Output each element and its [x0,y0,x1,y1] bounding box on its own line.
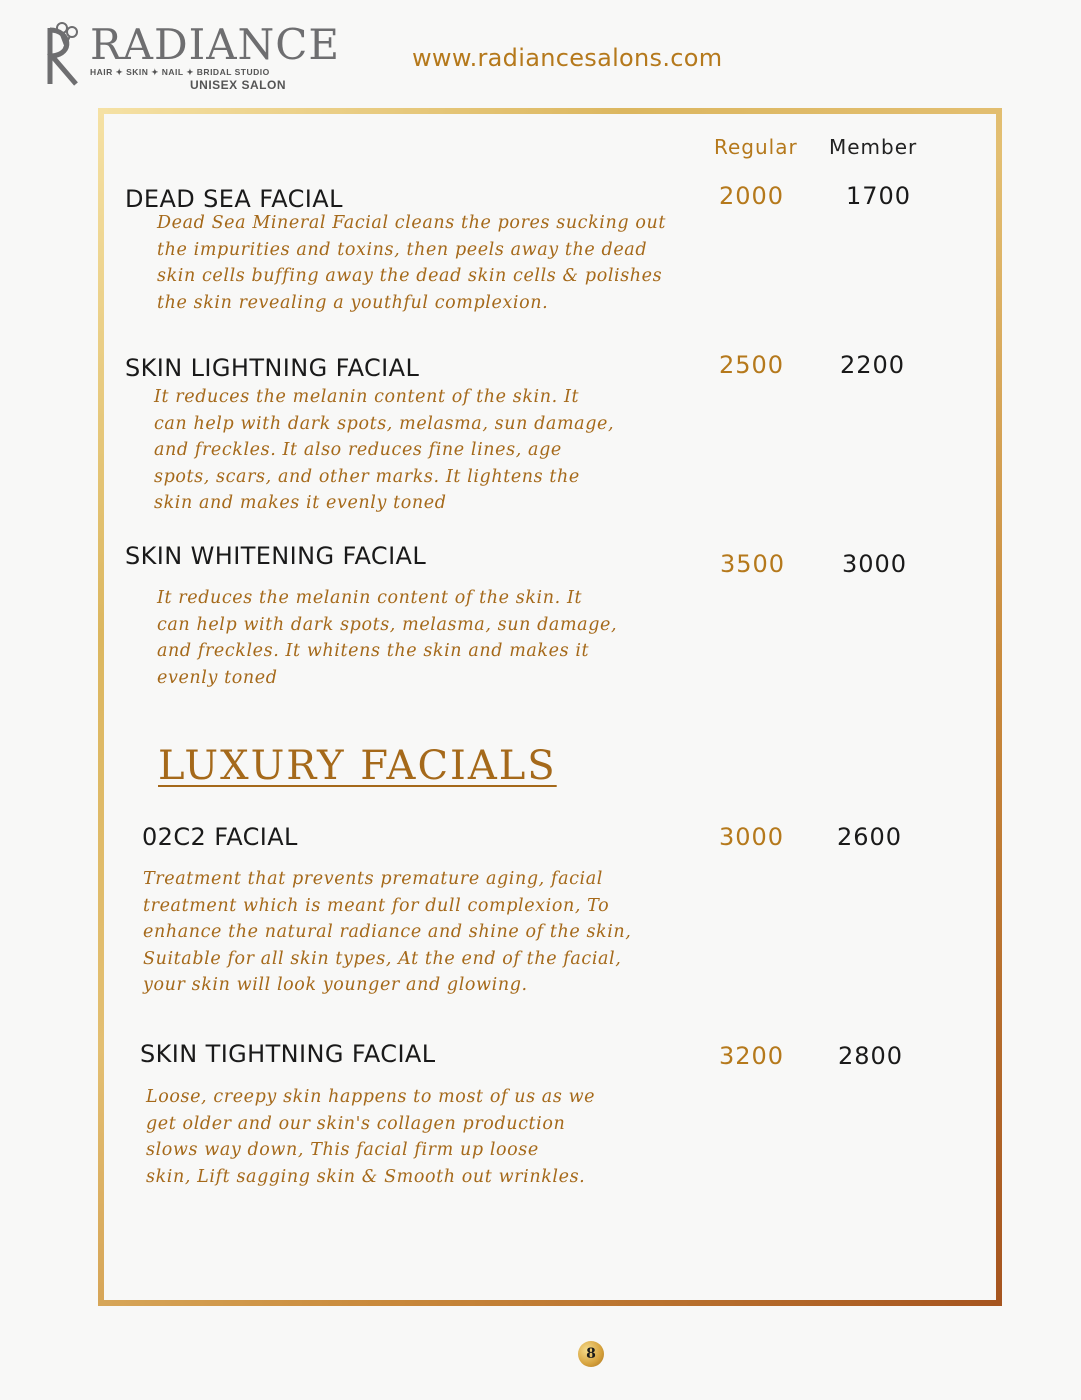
price-regular: 3000 [719,823,785,851]
brand-name: RADIANCE [90,20,341,69]
price-member: 2600 [837,823,903,851]
website-link[interactable]: www.radiancesalons.com [412,44,723,72]
description-line: the impurities and toxins, then peels away the dead [157,239,648,260]
brand-tagline: HAIR ✦ SKIN ✦ NAIL ✦ BRIDAL STUDIO [90,67,270,77]
service-name: SKIN TIGHTNING FACIAL [140,1040,436,1068]
service-description [143,866,631,999]
column-header-regular: Regular [714,135,798,159]
price-regular: 2500 [719,351,785,379]
service-name: SKIN WHITENING FACIAL [125,542,427,570]
description-line: get older and our skin's collagen production [146,1113,566,1134]
description-line: slows way down, This facial firm up loose [146,1140,539,1160]
price-regular: 2000 [719,182,785,210]
description-line: skin and makes it evenly toned [154,493,447,513]
description-line: Dead Sea Mineral Facial cleans the pores sucking out [157,213,666,233]
service-description [154,384,614,517]
price-member: 3000 [842,550,908,578]
description-line: can help with dark spots, melasma, sun damage, [157,614,618,635]
description-line: spots, scars, and other marks. It lightens the [154,466,580,487]
price-regular: 3500 [720,550,786,578]
description-line: It reduces the melanin content of the skin. It [154,387,580,407]
column-header-member: Member [829,135,918,159]
service-description [146,1084,595,1190]
section-title-luxury-facials: LUXURY FACIALS [158,743,557,789]
price-member: 1700 [846,182,912,210]
price-regular: 3200 [719,1042,785,1070]
service-name: DEAD SEA FACIAL [125,185,343,213]
description-line: It reduces the melanin content of the skin. It [157,588,583,608]
description-line: and freckles. It whitens the skin and makes it [157,641,590,661]
description-line: Loose, creepy skin happens to most of us as we [146,1087,596,1107]
description-line: your skin will look younger and glowing. [143,975,528,995]
description-line: Suitable for all skin types, At the end of the facial, [143,948,622,969]
service-description [157,585,617,691]
description-line: the skin revealing a youthful complexion. [157,292,549,313]
service-name: SKIN LIGHTNING FACIAL [125,354,420,382]
price-member: 2800 [838,1042,904,1070]
description-line: and freckles. It also reduces fine lines, age [154,440,562,460]
description-line: can help with dark spots, melasma, sun damage, [154,413,615,434]
price-member: 2200 [840,351,906,379]
brand-logo [40,14,341,94]
scissors-r-logo-icon [40,18,88,90]
brand-subtitle: UNISEX SALON [190,78,287,92]
service-description [157,210,666,316]
page-number-badge: 8 [578,1341,604,1367]
description-line: skin, Lift sagging skin & Smooth out wrinkles. [146,1166,586,1187]
description-line: enhance the natural radiance and shine of the skin, [143,922,632,942]
description-line: evenly toned [157,667,278,688]
description-line: Treatment that prevents premature aging, facial [143,869,603,889]
description-line: skin cells buffing away the dead skin cells & polishes [157,266,663,286]
service-name: 02C2 FACIAL [142,823,298,851]
description-line: treatment which is meant for dull complexion, To [143,895,610,916]
